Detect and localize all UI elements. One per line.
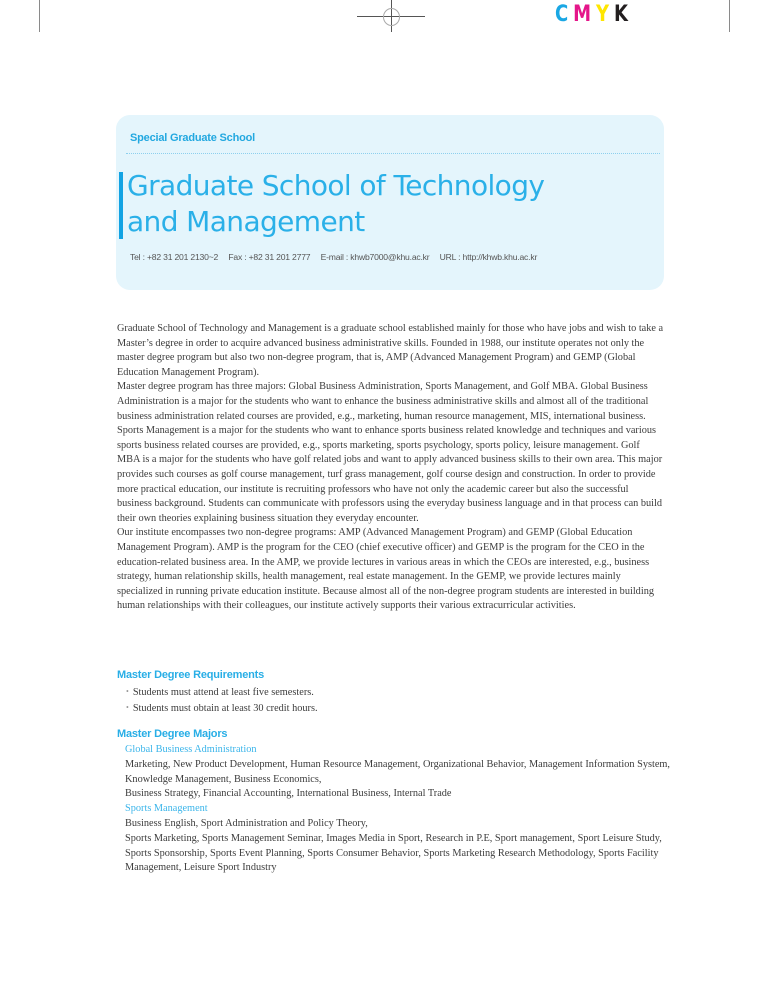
requirements-list (126, 684, 318, 716)
contact-email: E-mail : khwb7000@khu.ac.kr (320, 252, 430, 262)
major-name-sports-management: Sports Management (125, 803, 208, 815)
major-courses: Business Strategy, Financial Accounting, International Business, Internal Trade (125, 788, 452, 800)
majors-list (125, 743, 670, 876)
contact-tel: Tel : +82 31 201 2130~2 (130, 252, 219, 262)
contact-url: URL : http://khwb.khu.ac.kr (439, 252, 538, 262)
cmyk-k: K (614, 2, 633, 27)
majors-heading: Master Degree Majors (117, 728, 228, 740)
dotted-divider (126, 153, 660, 154)
contact-info (130, 252, 545, 262)
title-line-1: Graduate School of Technology (127, 169, 545, 202)
cmyk-y: Y (596, 2, 615, 27)
cmyk-color-marks (555, 0, 633, 30)
intro-paragraph-1: Graduate School of Technology and Management is a graduate school established mainly for those who have jobs and wish to take a Master’s degree in order to acquire advanced business administrative skills. Founded in 1988, our institute operates not only the master degree program but also two non-degree program, that is, AMP (Advanced Management Program) and GEMP (Global Education Management Program). (117, 323, 664, 378)
intro-paragraph-3: Our institute encompasses two non-degree programs: AMP (Advanced Management Program) and GEMP (Global Education Management Program). AMP is the program for the CEO (chief executive officer) and GEMP is the program for the CEO in the education-related business area. In the AMP, we provide lectures in various areas in which the CEOs are interested, e.g., business strategy, human relationship skills, health management, real estate management. In the GEMP, we provide lectures mainly specialized in running private education institute. Because almost all of the non-degree program students are interested in building human relationships with their colleagues, our institute actively supports their various extracurricular activities. (117, 527, 654, 612)
cmyk-c: C (555, 2, 574, 27)
list-item: • Students must attend at least five semesters. (126, 687, 314, 698)
contact-fax: Fax : +82 31 201 2777 (228, 252, 311, 262)
cmyk-m: M (573, 2, 597, 27)
major-name-global-business: Global Business Administration (125, 744, 257, 755)
major-courses: Business English, Sport Administration and Policy Theory, (125, 817, 368, 829)
title-accent-bar (119, 172, 123, 239)
trim-mark-right (729, 0, 730, 32)
title-line-2: and Management (127, 205, 365, 238)
intro-paragraph-2: Master degree program has three majors: Global Business Administration, Sports Management, and Golf MBA. Global Business Administration is a major for the students who want to enhance the business administrative skills and almost all of the traditional business administration related courses are provided, e.g., marketing, human resource management, MIS, international business. Sports Management is a major for the students who want to enhance sports business related knowledge and techniques and various sports business related courses are provided, e.g., sports marketing, sports psychology, sports policy, leisure management. Golf MBA is a major for the students who have golf related jobs and want to apply advanced business skills to their own area. This major provides such courses as golf course management, turf grass management, golf course design and construction. In order to provide more practical education, our institute is recruiting professors who have not only the academic career but also the successful business background. Students can communicate with professors using the everyday business language and in that process can build their own theories explaining business situation they everyday encounter. (117, 381, 663, 524)
page-title (127, 168, 544, 240)
school-header (116, 115, 664, 290)
list-item: • Students must obtain at least 30 credit hours. (126, 703, 318, 714)
section-kicker: Special Graduate School (130, 132, 255, 144)
registration-mark-icon (357, 0, 427, 34)
bullet-icon: • (126, 687, 129, 696)
trim-mark-left (39, 0, 40, 32)
major-courses: Sports Marketing, Sports Management Seminar, Images Media in Sport, Research in P.E, Sport management, Sport Leisure Study, Sports Sponsorship, Sports Event Planning, Sports Consumer Behavior, Sports Marketing Research Methodology, Sports Facility Management, Leisure Sport Industry (125, 832, 662, 874)
intro-text (117, 322, 665, 614)
bullet-icon: • (126, 703, 129, 712)
major-courses: Marketing, New Product Development, Human Resource Management, Organizational Behavior, Management Information System, Knowledge Management, Business Economics, (125, 758, 670, 785)
requirements-heading: Master Degree Requirements (117, 669, 265, 681)
